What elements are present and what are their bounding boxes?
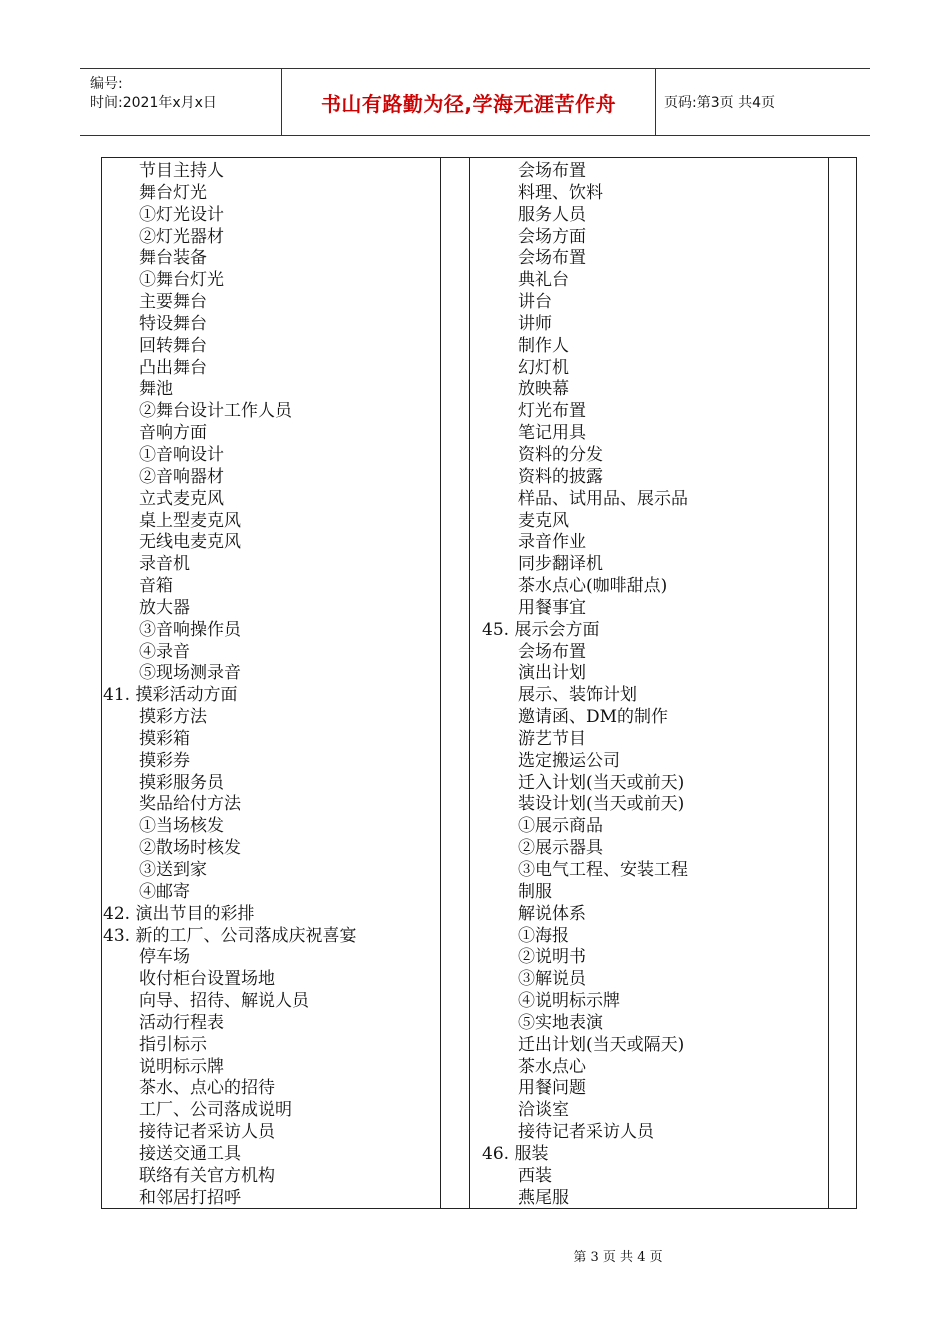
list-item: 46. 服装 <box>482 1143 549 1164</box>
list-item: ③送到家 <box>139 860 207 880</box>
list-item: 无线电麦克风 <box>139 532 241 553</box>
list-item: 料理、饮料 <box>518 182 603 203</box>
list-item: 制服 <box>518 881 552 902</box>
list-item: 接待记者采访人员 <box>518 1122 654 1143</box>
list-item: ⑤现场测录音 <box>139 663 241 684</box>
list-item: ①当场核发 <box>139 816 224 837</box>
column-divider <box>440 158 441 1208</box>
document-number-label: 编号: <box>90 76 123 92</box>
right-column <box>482 161 688 1210</box>
list-item: 演出计划 <box>518 663 586 684</box>
column-divider <box>469 158 470 1208</box>
list-item: ①海报 <box>518 925 569 946</box>
list-item: 燕尾服 <box>518 1187 569 1208</box>
list-item: 笔记用具 <box>518 423 586 444</box>
list-item: ③解说员 <box>518 969 586 990</box>
content-table <box>101 157 857 1209</box>
list-item: 迁出计划(当天或隔天) <box>518 1034 685 1055</box>
list-item: 主要舞台 <box>139 292 207 313</box>
list-item: 录音机 <box>139 554 190 575</box>
list-item: 说明标示牌 <box>139 1056 224 1077</box>
list-item: 茶水点心 <box>518 1056 586 1077</box>
list-item: 特设舞台 <box>139 313 207 334</box>
list-item: 联络有关官方机构 <box>139 1165 275 1186</box>
list-item: 43. 新的工厂、公司落成庆祝喜宴 <box>103 925 357 946</box>
list-item: 42. 演出节目的彩排 <box>103 903 255 924</box>
list-item: 资料的披露 <box>518 466 603 487</box>
list-item: 桌上型麦克风 <box>139 510 241 531</box>
list-item: 舞台灯光 <box>139 182 207 203</box>
list-item: ④邮寄 <box>139 881 190 902</box>
header-motto: 书山有路勤为径,学海无涯苦作舟 <box>320 91 617 116</box>
header-page-label: 页码:第3页 共4页 <box>664 95 775 111</box>
list-item: 摸彩券 <box>139 750 190 771</box>
list-item: 用餐事宜 <box>518 597 586 618</box>
list-item: 放映幕 <box>518 379 569 400</box>
list-item: 会场方面 <box>518 226 586 247</box>
list-item: 茶水、点心的招待 <box>139 1078 275 1099</box>
list-item: 服务人员 <box>518 204 586 225</box>
list-item: ②舞台设计工作人员 <box>139 401 292 422</box>
list-item: 讲台 <box>518 292 552 313</box>
list-item: 摸彩箱 <box>139 728 190 749</box>
list-item: 样品、试用品、展示品 <box>518 488 688 509</box>
list-item: ②展示器具 <box>518 838 603 859</box>
page-footer <box>0 1246 950 1265</box>
left-column <box>103 161 356 1210</box>
list-item: 活动行程表 <box>139 1012 224 1033</box>
list-item: ②说明书 <box>518 947 586 968</box>
list-item: 摸彩服务员 <box>139 772 224 793</box>
list-item: 41. 摸彩活动方面 <box>103 685 238 706</box>
list-item: 指引标示 <box>139 1034 207 1055</box>
list-item: 和邻居打招呼 <box>139 1187 241 1208</box>
document-time-label: 时间:2021年x月x日 <box>90 95 217 111</box>
list-item: 录音作业 <box>518 532 586 553</box>
list-item: 立式麦克风 <box>139 488 224 509</box>
list-item: 会场布置 <box>518 641 586 662</box>
list-item: 灯光布置 <box>518 401 586 422</box>
list-item: 洽谈室 <box>518 1100 569 1121</box>
list-item: ①舞台灯光 <box>139 270 224 291</box>
list-item: 游艺节目 <box>518 728 586 749</box>
list-item: ③电气工程、安装工程 <box>518 860 688 880</box>
list-item: 舞池 <box>139 379 173 400</box>
list-item: 收付柜台设置场地 <box>139 969 275 990</box>
header-motto-cell <box>282 69 656 135</box>
list-item: 用餐问题 <box>518 1078 586 1099</box>
list-item: 麦克风 <box>518 510 569 531</box>
list-item: 资料的分发 <box>518 444 603 465</box>
list-item: 工厂、公司落成说明 <box>139 1100 292 1121</box>
list-item: 邀请函、DM的制作 <box>518 707 669 728</box>
list-item: ②音响器材 <box>139 466 224 487</box>
list-item: 典礼台 <box>518 270 569 291</box>
list-item: 放大器 <box>139 597 190 618</box>
list-item: 回转舞台 <box>139 335 207 356</box>
list-item: 摸彩方法 <box>139 707 207 728</box>
list-item: 幻灯机 <box>518 357 569 378</box>
list-item: 接待记者采访人员 <box>139 1122 275 1143</box>
list-item: 向导、招待、解说人员 <box>139 991 309 1012</box>
list-item: 接送交通工具 <box>139 1143 241 1164</box>
list-item: ②灯光器材 <box>139 226 224 247</box>
list-item: 45. 展示会方面 <box>482 619 600 640</box>
list-item: ①灯光设计 <box>139 204 224 225</box>
list-item: ④说明标示牌 <box>518 991 620 1012</box>
list-item: 凸出舞台 <box>139 357 207 378</box>
list-item: 同步翻译机 <box>518 554 603 575</box>
list-item: 迁入计划(当天或前天) <box>518 772 685 793</box>
list-item: 讲师 <box>518 313 552 334</box>
list-item: 会场布置 <box>518 248 586 269</box>
list-item: ④录音 <box>139 641 190 662</box>
list-item: 装设计划(当天或前天) <box>518 794 685 815</box>
column-divider <box>828 158 829 1208</box>
list-item: 茶水点心(咖啡甜点) <box>518 576 668 597</box>
document-header <box>80 68 870 136</box>
footer-page-number: 第 3 页 共 4 页 <box>573 1250 663 1265</box>
list-item: ①展示商品 <box>518 816 603 837</box>
list-item: ⑤实地表演 <box>518 1012 603 1033</box>
list-item: 制作人 <box>518 335 569 356</box>
list-item: ①音响设计 <box>139 444 224 465</box>
header-info-cell <box>80 69 282 135</box>
list-item: 选定搬运公司 <box>518 750 620 771</box>
list-item: 奖品给付方法 <box>139 794 241 815</box>
list-item: ②散场时核发 <box>139 838 241 859</box>
list-item: 会场布置 <box>518 161 586 181</box>
list-item: 音箱 <box>139 576 173 597</box>
list-item: 解说体系 <box>518 903 586 924</box>
list-item: 停车场 <box>139 947 190 968</box>
list-item: 舞台装备 <box>139 248 207 269</box>
list-item: ③音响操作员 <box>139 619 241 640</box>
list-item: 展示、装饰计划 <box>518 685 637 706</box>
list-item: 节目主持人 <box>139 161 224 181</box>
list-item: 音响方面 <box>139 423 207 444</box>
list-item: 西装 <box>518 1165 552 1186</box>
